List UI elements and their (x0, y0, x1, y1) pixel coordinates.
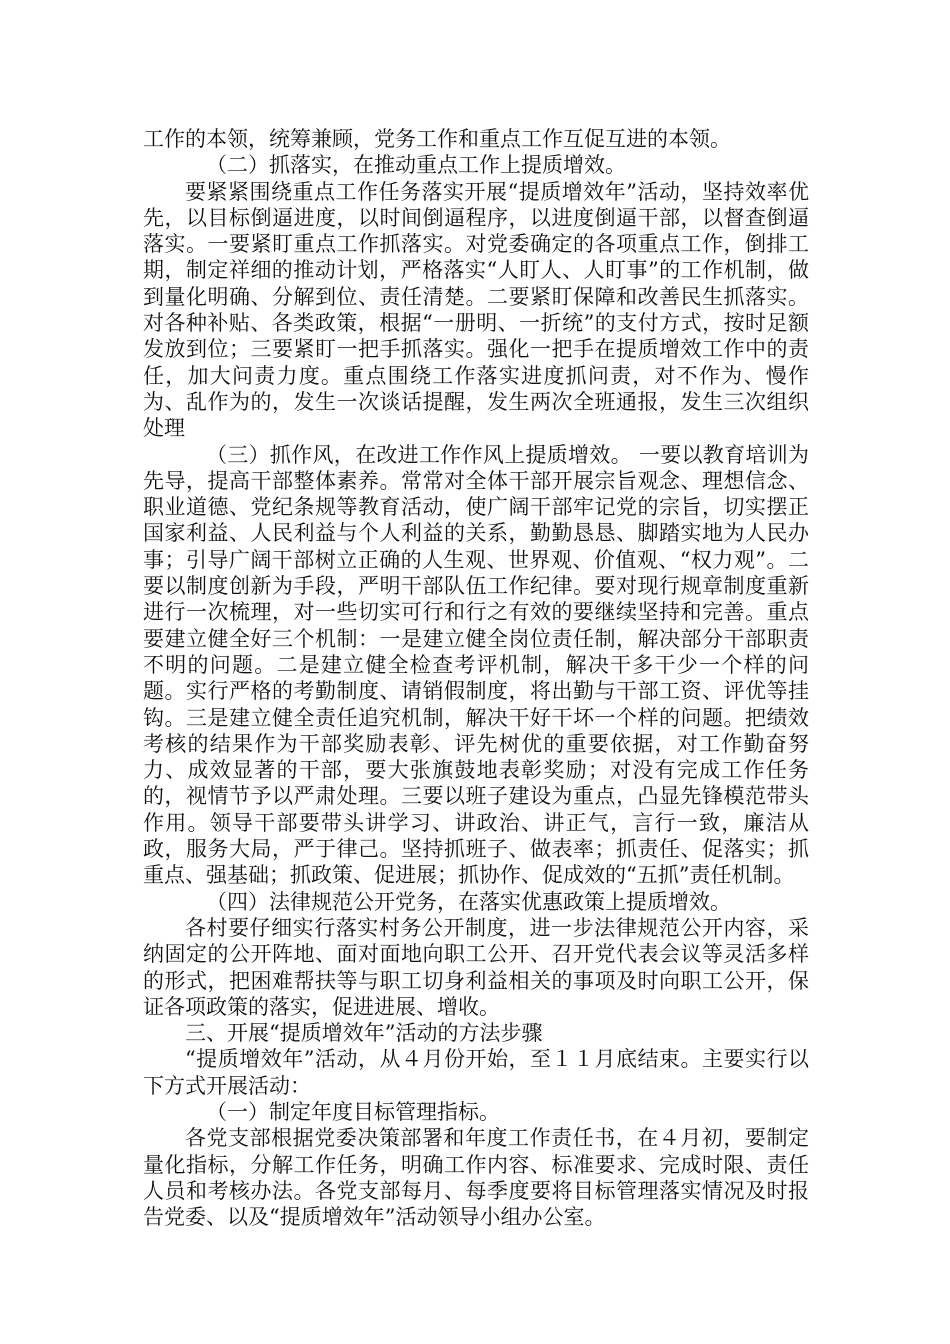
document-body (143, 126, 809, 1230)
section-heading-4: （四）法律规范公开党务，在落实优惠政策上提质增效。 (206, 889, 731, 914)
paragraph-activity-period: “提质增效年”活动，从４月份开始，至１１月底结束。主要实行以下方式开展活动： (143, 1047, 809, 1098)
paragraph-village-affairs: 各村要仔细实行落实村务公开制度，进一步法律规范公开内容，采纳固定的公开阵地、面对面地向职工公开、召开党代表会议等灵活多样的形式，把困难帮扶等与职工切身利益相关的事项及时向职工公开，保证各项政策的落实，促进进展、增收。 (143, 915, 809, 1019)
section-heading-2: （二）抓落实，在推动重点工作上提质增效。 (206, 153, 626, 178)
section-heading-3: （三）抓作风，在改进工作作风上提质增效。 一要以教育培训为先导，提高干部整体素养。常常对全体干部开展宗旨观念、理想信念、职业道德、党纪条规等教育活动，使广阔干部牢记党的宗旨，切实摆正国家利益、人民利益与个人利益的关系，勤勤恳恳、脚踏实地为人民办事；引导广阔干部树立正确的人生观、世界观、价值观、“权力观”。二要以制度创新为手段，严明干部队伍工作纪律。要对现行规章制度重新进行一次梳理，对一些切实可行和行之有效的要继续坚持和完善。重点要建立健全好三个机制：一是建立健全岗位责任制，解决部分干部职责不明的问题。二是建立健全检查考评机制，解决干多干少一个样的问题。实行严格的考勤制度、请销假制度，将出勤与干部工资、评优等挂钩。三是建立健全责任追究机制，解决干好干坏一个样的问题。把绩效考核的结果作为干部奖励表彰、评先树优的重要依据，对工作勤奋努力、成效显著的干部，要大张旗鼓地表彰奖励；对没有完成工作任务的，视情节予以严肃处理。三要以班子建设为重点，凸显先锋模范带头作用。领导干部要带头讲学习、讲政治、讲正气，言行一致，廉洁从政，服务大局，严于律己。坚持抓班子、做表率；抓责任、促落实；抓重点、强基础；抓政策、促进展；抓协作、促成效的“五抓”责任机制。 (143, 442, 809, 888)
paragraph-implementation: 要紧紧围绕重点工作任务落实开展“提质增效年”活动，坚持效率优先，以目标倒逼进度，以时间倒逼程序，以进度倒逼干部，以督查倒逼落实。一要紧盯重点工作抓落实。对党委确定的各项重点工作，倒排工期，制定祥细的推动计划，严格落实“人盯人、人盯事”的工作机制，做到量化明确、分解到位、责任清楚。二要紧盯保障和改善民生抓落实。对各种补贴、各类政策，根据“一册明、一折统”的支付方式，按时足额发放到位；三要紧盯一把手抓落实。强化一把手在提质增效工作中的责任，加大问责力度。重点围绕工作落实进度抓问责，对不作为、慢作为、乱作为的，发生一次谈话提醒，发生两次全班通报，发生三次组织处理 (143, 179, 809, 441)
paragraph-targets: 各党支部根据党委决策部署和年度工作责任书，在４月初，要制定量化指标，分解工作任务，明确工作内容、标准要求、完成时限、责任人员和考核办法。各党支部每月、每季度要将目标管理落实情况及时报告党委、以及“提质增效年”活动领导小组办公室。 (143, 1126, 809, 1230)
paragraph-continuation: 工作的本领，统筹兼顾，党务工作和重点工作互促互进的本领。 (143, 127, 731, 151)
section-heading-methods: 三、开展“提质增效年”活动的方法步骤 (185, 1021, 543, 1046)
subsection-heading-1: （一）制定年度目标管理指标。 (206, 1099, 500, 1124)
